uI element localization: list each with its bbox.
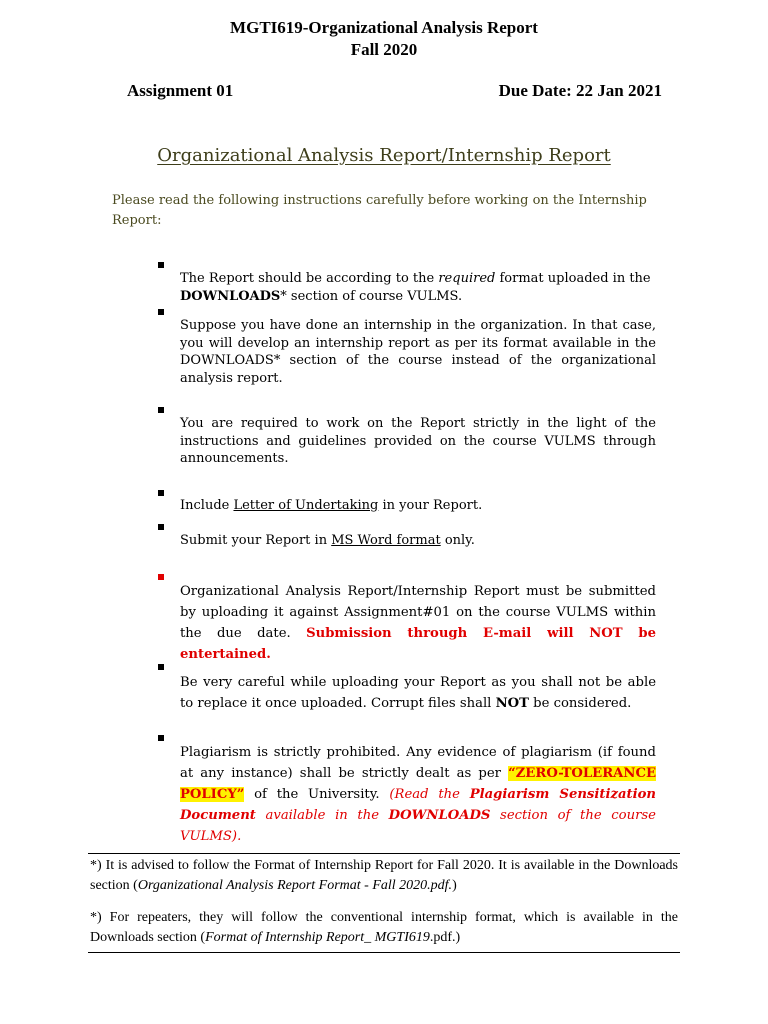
- footnote-filename: Format of Internship Report_ MGTI619: [205, 930, 430, 945]
- instruction-item-3: You are required to work on the Report strictly in the light of the instructions and guidelines provided on the course VULMS through announcements.: [180, 416, 656, 466]
- item-text: Submit your Report in: [180, 533, 332, 548]
- item-note-bold: DOWNLOADS: [388, 808, 491, 823]
- item-warning: Submission through E-mail will NOT be entertained.: [180, 626, 657, 662]
- instruction-item-4: [180, 497, 656, 515]
- instruction-item-1: [180, 270, 656, 305]
- bullet-icon: [158, 309, 164, 315]
- item-text: be considered.: [528, 696, 632, 711]
- item-text: only.: [440, 533, 475, 548]
- instruction-item-2: Suppose you have done an internship in the organization. In that case, you will develop an internship report as per its format available in the DOWNLOADS* section of the course instead of the organizational analysis report.: [180, 318, 656, 386]
- item-underlined: Letter of Undertaking: [233, 498, 379, 513]
- zero-tolerance-highlight: “ZERO-TOLERANCE POLICY”: [180, 766, 656, 802]
- footnote-text: *) For repeaters, they will follow the conventional internship format, which is available in the Downloads section (: [90, 910, 678, 945]
- bullet-icon: [158, 490, 164, 496]
- term-label: Fall 2020: [350, 40, 418, 59]
- footnote-filename: Organizational Analysis Report Format - Fall 2020.pdf.: [137, 878, 453, 893]
- item-text: of the University.: [244, 787, 390, 802]
- due-date: Due Date: 22 Jan 2021: [498, 81, 662, 100]
- course-title: MGTI619-Organizational Analysis Report: [230, 18, 538, 37]
- document-title: Organizational Analysis Report/Internship Report: [157, 145, 611, 166]
- item-bold: DOWNLOADS: [180, 288, 281, 304]
- item-emphasis: required: [438, 271, 496, 286]
- item-text: Include: [180, 498, 234, 513]
- item-text: in your Report.: [378, 498, 483, 513]
- item-note: section of the course VULMS).: [180, 808, 656, 844]
- footnote-divider-bottom: [88, 952, 680, 953]
- intro-text: [112, 191, 658, 231]
- item-note: (Read the: [389, 787, 470, 802]
- instruction-item-8: [180, 742, 656, 847]
- instruction-item-5: [180, 532, 656, 550]
- item-text: format uploaded in the: [495, 271, 651, 286]
- instruction-item-7: [180, 672, 656, 714]
- item-text: Plagiarism is strictly prohibited. Any evidence of plagiarism (if found at any instance) shall be strictly dealt as per: [180, 745, 656, 781]
- item-text: The Report should be according to the: [180, 271, 439, 286]
- footnote-1: [90, 856, 678, 896]
- footnote-text: .pdf.): [429, 930, 461, 945]
- item-bold: NOT: [495, 696, 529, 711]
- intro-line-2: Report:: [112, 213, 162, 228]
- item-text: Be very careful while uploading your Report as you shall not be able to replace it once uploaded. Corrupt files shall: [180, 675, 656, 711]
- item-text: * section of course VULMS.: [280, 288, 463, 304]
- item-note: available in the: [255, 808, 389, 823]
- bullet-icon: [158, 262, 164, 268]
- intro-line-1: Please read the following instructions carefully before working on the Internship: [112, 193, 647, 208]
- item-underlined: MS Word format: [331, 533, 441, 548]
- bullet-icon: [158, 664, 164, 670]
- bullet-icon: [158, 574, 164, 580]
- bullet-icon: [158, 524, 164, 530]
- footnote-text: *) It is advised to follow the Format of Internship Report for Fall 2020. It is available in the Downloads section (: [90, 858, 678, 893]
- bullet-icon: [158, 735, 164, 741]
- item-text: Organizational Analysis Report/Internship Report must be submitted by uploading it against Assignment#01 on the course VULMS within the due date.: [180, 584, 656, 641]
- footnote-2: [90, 908, 678, 948]
- footnote-text: ): [452, 878, 457, 893]
- bullet-icon: [158, 407, 164, 413]
- item-note-bold: Plagiarism Sensitization Document: [180, 787, 656, 823]
- instruction-item-6: [180, 581, 656, 665]
- footnote-divider-top: [88, 853, 680, 854]
- assignment-label: Assignment 01: [127, 81, 234, 100]
